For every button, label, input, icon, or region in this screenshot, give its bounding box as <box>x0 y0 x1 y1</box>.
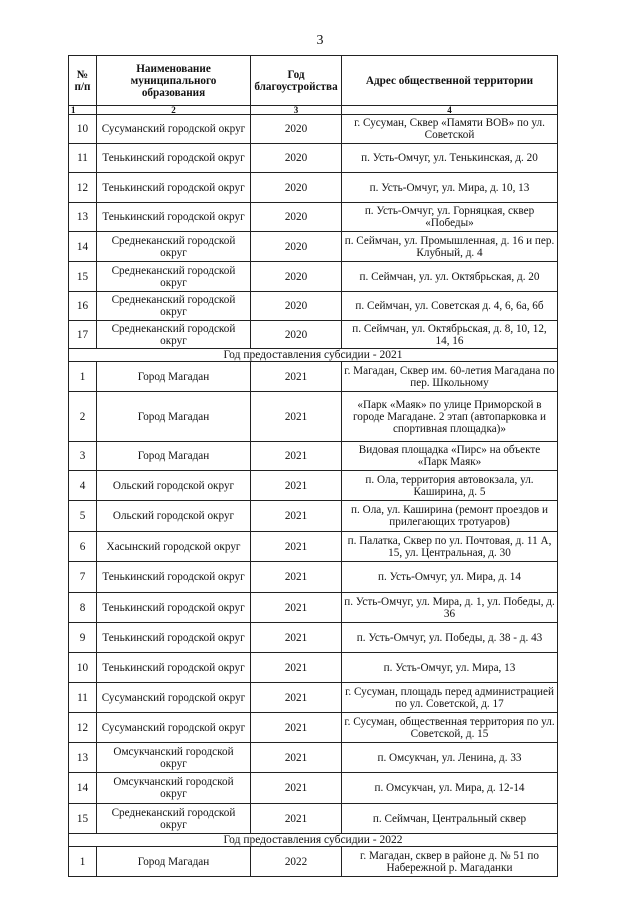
year-cell: 2020 <box>251 144 342 173</box>
year-cell: 2020 <box>251 292 342 321</box>
municipality-cell: Ольский городской округ <box>97 471 251 501</box>
row-number: 11 <box>69 683 97 713</box>
year-cell: 2021 <box>251 773 342 804</box>
municipality-cell: Город Магадан <box>97 392 251 442</box>
row-number: 11 <box>69 144 97 173</box>
year-cell: 2021 <box>251 362 342 392</box>
row-number: 15 <box>69 262 97 292</box>
address-cell: п. Сеймчан, ул. ул. Октябрьская, д. 20 <box>342 262 558 292</box>
municipality-cell: Среднеканский городской округ <box>97 292 251 321</box>
year-cell: 2021 <box>251 562 342 593</box>
address-cell: п. Сеймчан, ул. Промышленная, д. 16 и пер. Клубный, д. 4 <box>342 232 558 262</box>
address-cell: «Парк «Маяк» по улице Приморской в городе Магадане. 2 этап (автопарковка и спортивная площадка)» <box>342 392 558 442</box>
year-section-row <box>69 834 558 847</box>
year-section-label: Год предоставления субсидии - 2022 <box>69 834 558 847</box>
municipality-cell: Сусуманский городской округ <box>97 713 251 743</box>
table-row <box>69 362 558 392</box>
row-number: 14 <box>69 232 97 262</box>
row-number: 5 <box>69 501 97 532</box>
municipality-cell: Сусуманский городской округ <box>97 115 251 144</box>
row-number: 9 <box>69 623 97 653</box>
address-cell: п. Сеймчан, ул. Советская д. 4, 6, 6а, 6б <box>342 292 558 321</box>
address-cell: п. Омсукчан, ул. Ленина, д. 33 <box>342 743 558 773</box>
year-cell: 2021 <box>251 804 342 834</box>
municipality-cell: Среднеканский городской округ <box>97 262 251 292</box>
municipality-cell: Ольский городской округ <box>97 501 251 532</box>
address-cell: п. Усть-Омчуг, ул. Мира, д. 1, ул. Победы, д. 36 <box>342 593 558 623</box>
table-row <box>69 115 558 144</box>
municipality-cell: Тенькинский городской округ <box>97 144 251 173</box>
year-cell: 2021 <box>251 623 342 653</box>
row-number: 7 <box>69 562 97 593</box>
table-row <box>69 713 558 743</box>
table-row <box>69 593 558 623</box>
header-num: № п/п <box>69 56 97 106</box>
header-year: Год благоустройства <box>251 56 342 106</box>
row-number: 6 <box>69 532 97 562</box>
year-cell: 2020 <box>251 203 342 232</box>
year-cell: 2021 <box>251 471 342 501</box>
table-row <box>69 773 558 804</box>
row-number: 13 <box>69 203 97 232</box>
column-number: 2 <box>97 106 251 115</box>
year-cell: 2021 <box>251 653 342 683</box>
year-cell: 2020 <box>251 321 342 349</box>
table-row <box>69 623 558 653</box>
year-cell: 2020 <box>251 232 342 262</box>
address-cell: п. Омсукчан, ул. Мира, д. 12-14 <box>342 773 558 804</box>
address-cell: г. Сусуман, общественная территория по ул. Советской, д. 15 <box>342 713 558 743</box>
year-cell: 2021 <box>251 743 342 773</box>
page-number: 3 <box>316 33 324 48</box>
municipality-cell: Среднеканский городской округ <box>97 321 251 349</box>
address-cell: п. Усть-Омчуг, ул. Победы, д. 38 - д. 43 <box>342 623 558 653</box>
table-row <box>69 653 558 683</box>
municipality-cell: Омсукчанский городской округ <box>97 743 251 773</box>
column-number: 3 <box>251 106 342 115</box>
table-row <box>69 144 558 173</box>
address-cell: п. Палатка, Сквер по ул. Почтовая, д. 11 А, 15, ул. Центральная, д. 30 <box>342 532 558 562</box>
municipality-cell: Тенькинский городской округ <box>97 173 251 203</box>
municipality-cell: Город Магадан <box>97 362 251 392</box>
column-number: 1 <box>69 106 97 115</box>
municipality-cell: Среднеканский городской округ <box>97 804 251 834</box>
table-header-row <box>69 56 558 106</box>
year-cell: 2021 <box>251 532 342 562</box>
table-row <box>69 471 558 501</box>
address-cell: п. Сеймчан, ул. Октябрьская, д. 8, 10, 12, 14, 16 <box>342 321 558 349</box>
address-cell: г. Сусуман, Сквер «Памяти ВОВ» по ул. Советской <box>342 115 558 144</box>
year-cell: 2021 <box>251 683 342 713</box>
year-cell: 2022 <box>251 847 342 877</box>
row-number: 14 <box>69 773 97 804</box>
address-cell: п. Ола, ул. Каширина (ремонт проездов и прилегающих тротуаров) <box>342 501 558 532</box>
address-cell: г. Сусуман, площадь перед администрацией по ул. Советской, д. 17 <box>342 683 558 713</box>
table-row <box>69 232 558 262</box>
row-number: 15 <box>69 804 97 834</box>
municipality-cell: Среднеканский городской округ <box>97 232 251 262</box>
municipality-cell: Тенькинский городской округ <box>97 562 251 593</box>
municipality-cell: Тенькинский городской округ <box>97 623 251 653</box>
header-municipality: Наименование муниципального образования <box>97 56 251 106</box>
municipality-cell: Тенькинский городской округ <box>97 653 251 683</box>
address-cell: п. Сеймчан, Центральный сквер <box>342 804 558 834</box>
column-number: 4 <box>342 106 558 115</box>
municipality-cell: Тенькинский городской округ <box>97 203 251 232</box>
address-cell: г. Магадан, Сквер им. 60-летия Магадана по пер. Школьному <box>342 362 558 392</box>
address-cell: п. Ола, территория автовокзала, ул. Каширина, д. 5 <box>342 471 558 501</box>
address-cell: г. Магадан, сквер в районе д. № 51 по Набережной р. Магаданки <box>342 847 558 877</box>
table-row <box>69 532 558 562</box>
address-cell: п. Усть-Омчуг, ул. Горняцкая, сквер «Победы» <box>342 203 558 232</box>
year-cell: 2021 <box>251 593 342 623</box>
address-cell: п. Усть-Омчуг, ул. Тенькинская, д. 20 <box>342 144 558 173</box>
table-body <box>69 115 558 877</box>
row-number: 1 <box>69 847 97 877</box>
year-cell: 2020 <box>251 115 342 144</box>
table-row <box>69 262 558 292</box>
address-cell: п. Усть-Омчуг, ул. Мира, д. 10, 13 <box>342 173 558 203</box>
table-row <box>69 203 558 232</box>
table-row <box>69 442 558 471</box>
address-cell: п. Усть-Омчуг, ул. Мира, 13 <box>342 653 558 683</box>
year-cell: 2021 <box>251 392 342 442</box>
table-row <box>69 321 558 349</box>
table-row <box>69 562 558 593</box>
public-territories-table <box>68 55 558 877</box>
row-number: 8 <box>69 593 97 623</box>
year-section-label: Год предоставления субсидии - 2021 <box>69 349 558 362</box>
table-row <box>69 847 558 877</box>
year-section-row <box>69 349 558 362</box>
row-number: 3 <box>69 442 97 471</box>
row-number: 13 <box>69 743 97 773</box>
table-row <box>69 392 558 442</box>
year-cell: 2020 <box>251 173 342 203</box>
year-cell: 2021 <box>251 501 342 532</box>
column-number-row <box>69 106 558 115</box>
table-row <box>69 292 558 321</box>
table-row <box>69 173 558 203</box>
row-number: 1 <box>69 362 97 392</box>
year-cell: 2020 <box>251 262 342 292</box>
table-row <box>69 683 558 713</box>
row-number: 2 <box>69 392 97 442</box>
row-number: 16 <box>69 292 97 321</box>
row-number: 12 <box>69 713 97 743</box>
year-cell: 2021 <box>251 713 342 743</box>
municipality-cell: Город Магадан <box>97 847 251 877</box>
municipality-cell: Тенькинский городской округ <box>97 593 251 623</box>
row-number: 17 <box>69 321 97 349</box>
table-row <box>69 501 558 532</box>
table-row <box>69 743 558 773</box>
header-address: Адрес общественной территории <box>342 56 558 106</box>
address-cell: п. Усть-Омчуг, ул. Мира, д. 14 <box>342 562 558 593</box>
row-number: 10 <box>69 653 97 683</box>
municipality-cell: Сусуманский городской округ <box>97 683 251 713</box>
municipality-cell: Омсукчанский городской округ <box>97 773 251 804</box>
row-number: 10 <box>69 115 97 144</box>
year-cell: 2021 <box>251 442 342 471</box>
municipality-cell: Город Магадан <box>97 442 251 471</box>
address-cell: Видовая площадка «Пирс» на объекте «Парк Маяк» <box>342 442 558 471</box>
table-row <box>69 804 558 834</box>
municipality-cell: Хасынский городской округ <box>97 532 251 562</box>
row-number: 12 <box>69 173 97 203</box>
row-number: 4 <box>69 471 97 501</box>
